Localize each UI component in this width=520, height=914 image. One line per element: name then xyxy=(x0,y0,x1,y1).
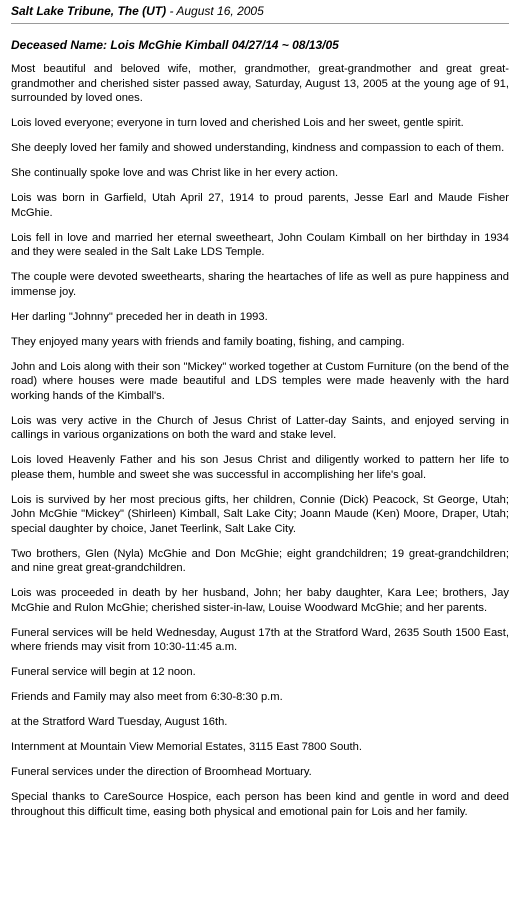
publication-name: Salt Lake Tribune, The (UT) xyxy=(11,4,167,18)
obituary-paragraph: Lois loved everyone; everyone in turn loved and cherished Lois and her sweet, gentle spirit. xyxy=(11,117,464,129)
obituary-paragraph: Lois was very active in the Church of Jesus Christ of Latter-day Saints, and enjoyed serving in callings in various organizations on both the ward and stake level. xyxy=(11,414,509,441)
obituary-paragraph: John and Lois along with their son "Mickey" worked together at Custom Furniture (on the bend of the road) where houses were made beautiful and LDS temples were made heavenly with the hard working hands of the Kimball's. xyxy=(11,360,509,402)
obituary-paragraph: Most beautiful and beloved wife, mother, grandmother, great-grandmother and great great-grandmother and cherished sister passed away, Saturday, August 13, 2005 at the young age of 91, surrounded by loved ones. xyxy=(11,63,509,104)
obituary-paragraph: Funeral service will begin at 12 noon. xyxy=(11,666,196,678)
obituary-paragraph: Two brothers, Glen (Nyla) McGhie and Don McGhie; eight grandchildren; 19 great-grandchildren; and nine great great-grandchildren. xyxy=(11,547,509,574)
obituary-paragraph: Lois loved Heavenly Father and his son Jesus Christ and diligently worked to pattern her life to please them, humble and sweet she was successful in accomplishing her life's goal. xyxy=(11,454,509,481)
obituary-paragraph: Friends and Family may also meet from 6:30-8:30 p.m. xyxy=(11,691,283,703)
obituary-paragraph: She continually spoke love and was Christ like in her every action. xyxy=(11,167,339,179)
obituary-paragraph: Special thanks to CareSource Hospice, each person has been kind and gentle in word and deed throughout this difficult time, easing both physical and emotional pain for Lois and her family. xyxy=(11,791,509,818)
obituary-paragraph: Lois fell in love and married her eternal sweetheart, John Coulam Kimball on her birthday in 1934 and they were sealed in the Salt Lake LDS Temple. xyxy=(11,231,509,258)
obituary-paragraph: at the Stratford Ward Tuesday, August 16th. xyxy=(11,716,228,728)
obituary-paragraph: Funeral services will be held Wednesday, August 17th at the Stratford Ward, 2635 South 1500 East, where friends may visit from 10:30-11:45 a.m. xyxy=(11,626,509,653)
publication-header xyxy=(11,3,510,20)
obituary-paragraph: The couple were devoted sweethearts, sharing the heartaches of life as well as pure happiness and immense joy. xyxy=(11,271,509,298)
obituary-body xyxy=(11,62,510,819)
obituary-paragraph: Her darling "Johnny" preceded her in death in 1993. xyxy=(11,310,268,323)
obituary-paragraph: They enjoyed many years with friends and family boating, fishing, and camping. xyxy=(11,335,405,348)
obituary-paragraph: Funeral services under the direction of Broomhead Mortuary. xyxy=(11,766,312,778)
header-divider xyxy=(11,23,509,24)
obituary-paragraph: Lois was proceeded in death by her husband, John; her baby daughter, Kara Lee; brothers, Jay McGhie and Rulon McGhie; cherished sister-in-law, Louise Woodward McGhie; and her parents. xyxy=(11,587,509,614)
deceased-name-heading: Deceased Name: Lois McGhie Kimball 04/27/14 ~ 08/13/05 xyxy=(11,38,339,52)
obituary-paragraph: Lois was born in Garfield, Utah April 27, 1914 to proud parents, Jesse Earl and Maude Fisher McGhie. xyxy=(11,192,509,219)
obituary-paragraph: She deeply loved her family and showed understanding, kindness and compassion to each of them. xyxy=(11,142,505,154)
obituary-paragraph: Lois is survived by her most precious gifts, her children, Connie (Dick) Peacock, St George, Utah; John McGhie "Mickey" (Shirleen) Kimball, Salt Lake City; Joann Maude (Ken) Moore, Draper, Utah; special daughter by choice, Janet Teerlink, Salt Lake City. xyxy=(11,493,509,535)
publication-date: - August 16, 2005 xyxy=(166,4,264,18)
obituary-paragraph: Internment at Mountain View Memorial Estates, 3115 East 7800 South. xyxy=(11,741,362,753)
